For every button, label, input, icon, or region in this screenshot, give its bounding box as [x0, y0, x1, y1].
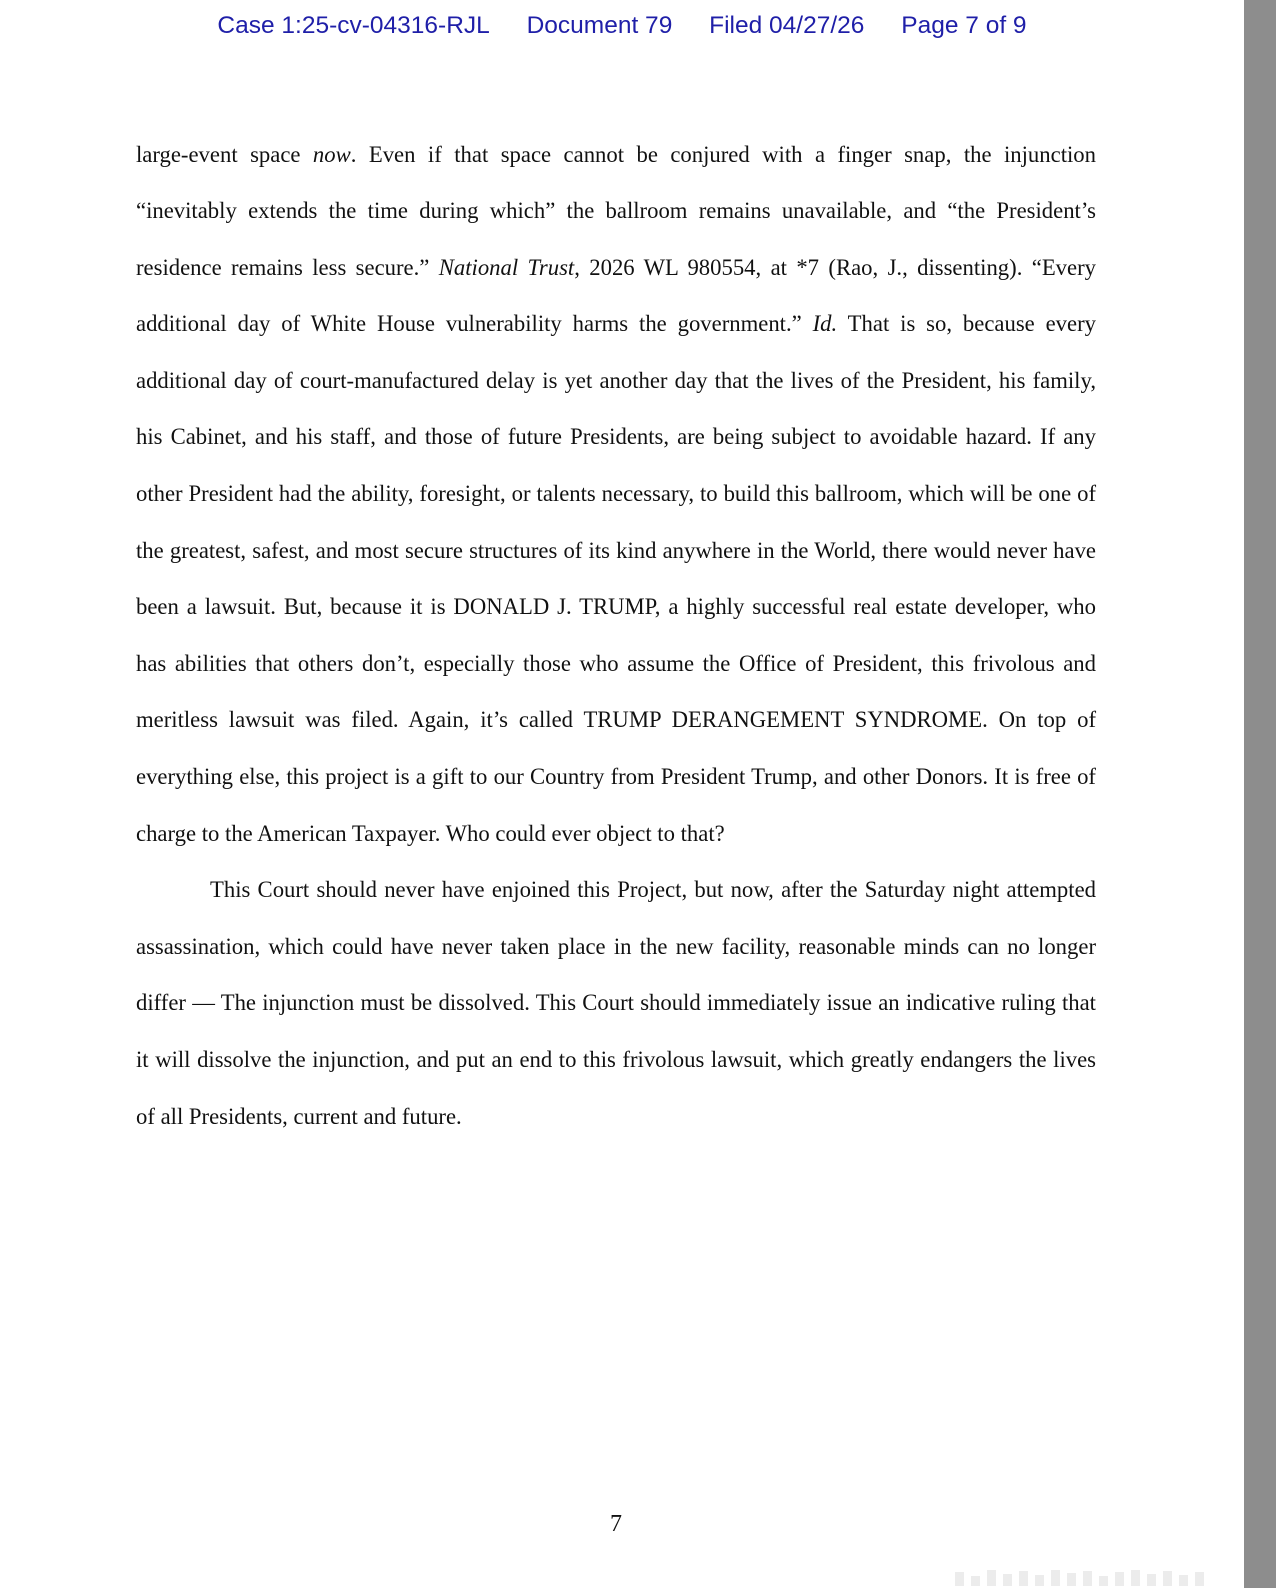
text-run: This Court should never have enjoined this Project, but now, after the Saturday night attempted assassination, which could have never taken place in the new facility, reasonable minds can no longer differ — The injunction must be dissolved. This Court should immediately issue an indicative ruling that it will dissolve the injunction, and put an end to this frivolous lawsuit, which greatly endangers the lives of all Presidents, current and future. — [136, 877, 1096, 1129]
case-number: Case 1:25-cv-04316-RJL — [217, 12, 490, 39]
text-run: , 2026 WL 980554, at *7 (Rao, J., dissenting). “Every additional day of White House vulnerability harms the government.” — [136, 254, 1096, 337]
italic-text: National Trust — [438, 254, 575, 280]
document-number: Document 79 — [526, 12, 673, 39]
page-indicator: Page 7 of 9 — [901, 12, 1027, 39]
document-body — [136, 127, 1096, 1146]
text-run: large-event space — [136, 141, 313, 167]
filed-date: Filed 04/27/26 — [709, 12, 865, 39]
text-run: That is so, because every additional day of court-manufactured delay is yet another day that the lives of the President, his family, his Cabinet, and his staff, and those of future Presidents, are being subject to avoidable hazard. If any other President had the ability, foresight, or talents necessary, to build this ballroom, which will be one of the greatest, safest, and most secure structures of its kind anywhere in the World, there would never have been a lawsuit. But, because it is DONALD J. TRUMP, a highly successful real estate developer, who has abilities that others don’t, especially those who assume the Office of President, this frivolous and meritless lawsuit was filed. Again, it’s called TRUMP DERANGEMENT SYNDROME. On top of everything else, this project is a gift to our Country from President Trump, and other Donors. It is free of charge to the American Taxpayer. Who could ever object to that? — [136, 311, 1096, 846]
watermark — [955, 1568, 1204, 1586]
viewer-gutter — [1244, 0, 1276, 1588]
paragraph-1 — [136, 127, 1096, 863]
ecf-filing-header — [0, 12, 1244, 40]
page-number: 7 — [610, 1511, 622, 1537]
italic-text: Id. — [812, 311, 838, 337]
paragraph-2 — [136, 862, 1096, 1145]
text-run: . Even if that space cannot be conjured with a finger snap, the injunction “inevitably extends the time during which” the ballroom remains unavailable, and “the President’s residence remains less secure.” — [136, 141, 1096, 280]
italic-text: now — [312, 141, 351, 167]
